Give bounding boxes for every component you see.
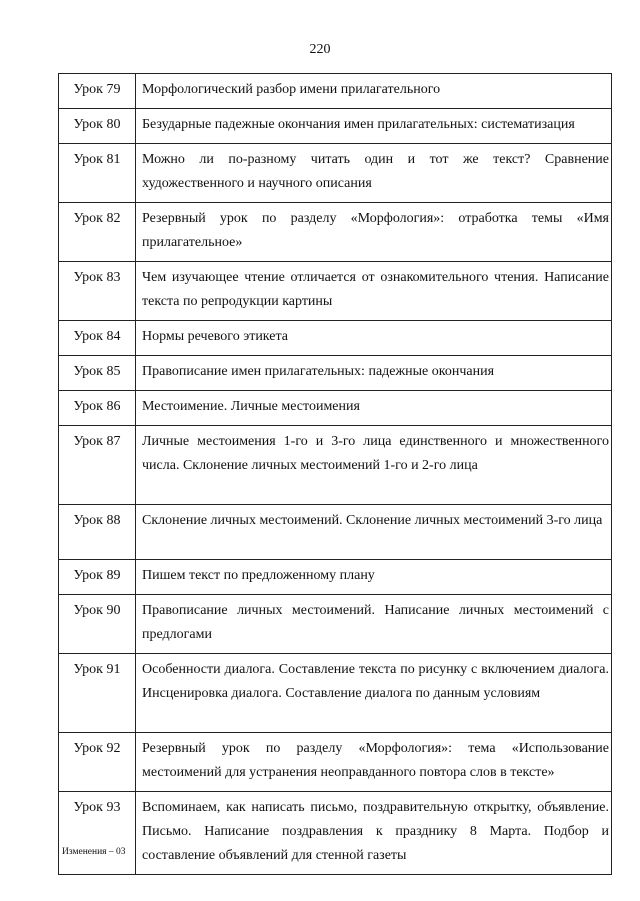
table-row [59, 262, 612, 321]
lesson-number: Урок 83 [59, 262, 136, 321]
lesson-number: Урок 81 [59, 144, 136, 203]
table-row [59, 426, 612, 505]
lesson-number: Урок 82 [59, 203, 136, 262]
lesson-topic: Нормы речевого этикета [136, 321, 612, 356]
lesson-topic: Склонение личных местоимений. Склонение личных местоимений 3-го лица [136, 505, 612, 560]
lesson-number: Урок 89 [59, 560, 136, 595]
lesson-number: Урок 90 [59, 595, 136, 654]
table-row [59, 792, 612, 875]
lesson-number: Урок 92 [59, 733, 136, 792]
lesson-topic: Правописание имен прилагательных: падежные окончания [136, 356, 612, 391]
lesson-topic: Вспоминаем, как написать письмо, поздравительную открытку, объявление. Письмо. Написание поздравления к празднику 8 Марта. Подбор и составление объявлений для стенной газеты [136, 792, 612, 875]
lesson-number: Урок 84 [59, 321, 136, 356]
lesson-topic: Чем изучающее чтение отличается от ознакомительного чтения. Написание текста по репродукции картины [136, 262, 612, 321]
table-row [59, 144, 612, 203]
lesson-number: Урок 87 [59, 426, 136, 505]
table-row [59, 74, 612, 109]
lesson-topic: Местоимение. Личные местоимения [136, 391, 612, 426]
lesson-topic: Особенности диалога. Составление текста по рисунку с включением диалога. Инсценировка диалога. Составление диалога по данным условиям [136, 654, 612, 733]
lesson-number: Урок 88 [59, 505, 136, 560]
table-row [59, 733, 612, 792]
table-row [59, 595, 612, 654]
lesson-topic: Морфологический разбор имени прилагательного [136, 74, 612, 109]
table-row [59, 321, 612, 356]
lesson-topic: Можно ли по-разному читать один и тот же текст? Сравнение художественного и научного описания [136, 144, 612, 203]
table-row [59, 505, 612, 560]
lesson-topic: Пишем текст по предложенному плану [136, 560, 612, 595]
lesson-topic: Резервный урок по разделу «Морфология»: отработка темы «Имя прилагательное» [136, 203, 612, 262]
lesson-number: Урок 86 [59, 391, 136, 426]
lesson-number: Урок 85 [59, 356, 136, 391]
lesson-number: Урок 80 [59, 109, 136, 144]
lesson-number: Урок 93 [59, 792, 136, 875]
table-row [59, 654, 612, 733]
footer-revision: Изменения – 03 [62, 847, 126, 857]
lesson-table [58, 73, 612, 875]
lesson-topic: Резервный урок по разделу «Морфология»: тема «Использование местоимений для устранения неоправданного повтора слов в тексте» [136, 733, 612, 792]
lesson-topic: Безударные падежные окончания имен прилагательных: систематизация [136, 109, 612, 144]
lesson-topic: Правописание личных местоимений. Написание личных местоимений с предлогами [136, 595, 612, 654]
table-row [59, 560, 612, 595]
lesson-number: Урок 79 [59, 74, 136, 109]
table-row [59, 356, 612, 391]
table-row [59, 391, 612, 426]
lesson-topic: Личные местоимения 1-го и 3-го лица единственного и множественного числа. Склонение личных местоимений 1-го и 2-го лица [136, 426, 612, 505]
lesson-number: Урок 91 [59, 654, 136, 733]
table-row [59, 109, 612, 144]
page-number: 220 [309, 42, 331, 57]
table-row [59, 203, 612, 262]
